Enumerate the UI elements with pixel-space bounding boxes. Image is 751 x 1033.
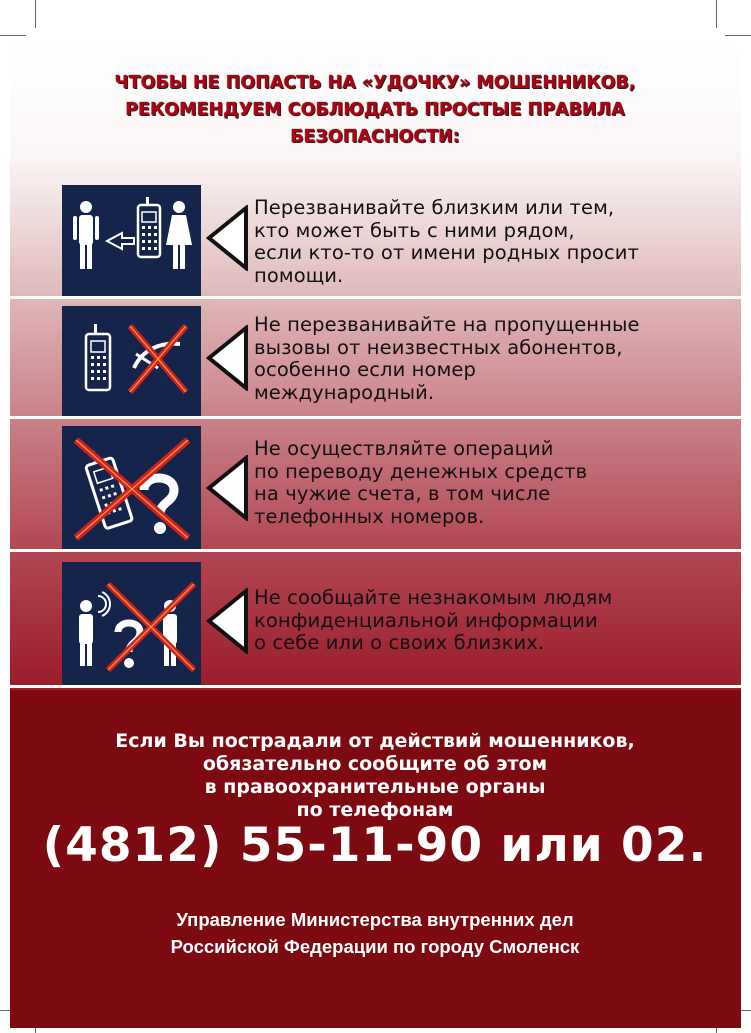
rule-line: Не осуществляйте операций bbox=[254, 437, 554, 460]
rule-line: конфиденциальной информации bbox=[254, 608, 598, 632]
rule-line: Перезванивайте близким или тем, bbox=[254, 196, 615, 219]
arrow-pointer-icon bbox=[205, 205, 249, 271]
organization-name bbox=[60, 906, 690, 960]
appeal-text bbox=[60, 730, 690, 822]
section-divider bbox=[10, 685, 741, 688]
rule-text bbox=[254, 438, 674, 528]
rule-line: о себе или о своих близких. bbox=[254, 631, 545, 654]
arrow-pointer-icon bbox=[205, 588, 249, 654]
rule-line: на чужие счета, в том числе bbox=[254, 482, 551, 505]
rule-line: телефонных номеров. bbox=[254, 504, 485, 528]
missed-call-crossed-icon bbox=[62, 306, 201, 416]
stranger-info-crossed-icon bbox=[62, 562, 201, 685]
arrow-pointer-icon bbox=[205, 455, 249, 521]
rule-line: помощи. bbox=[254, 263, 344, 287]
rule-line: кто может быть с ними рядом, bbox=[254, 218, 575, 242]
headline bbox=[60, 70, 690, 151]
section-divider bbox=[10, 549, 741, 552]
appeal-line: в правоохранительные органы bbox=[204, 776, 546, 798]
rule-line: Не сообщайте незнакомым людям bbox=[254, 586, 613, 609]
appeal-line: по телефонам bbox=[296, 799, 454, 821]
rule-line: вызовы от неизвестных абонентов, bbox=[254, 335, 623, 359]
crop-mark bbox=[35, 0, 36, 28]
headline-line: БЕЗОПАСНОСТИ: bbox=[290, 127, 460, 147]
rule-line: Не перезванивайте на пропущенные bbox=[254, 313, 640, 336]
organization-line: Российской Федерации по городу Смоленск bbox=[170, 936, 580, 957]
headline-line: ЧТОБЫ НЕ ПОПАСТЬ НА «УДОЧКУ» МОШЕННИКОВ, bbox=[114, 73, 636, 93]
money-transfer-crossed-icon bbox=[62, 426, 201, 549]
section-divider bbox=[10, 416, 741, 419]
call-relatives-icon bbox=[62, 185, 201, 296]
section-divider bbox=[10, 296, 741, 299]
rule-line: особенно если номер bbox=[254, 358, 476, 381]
rule-line: по переводу денежных средств bbox=[254, 459, 588, 483]
appeal-line: Если Вы пострадали от действий мошенников, bbox=[115, 730, 635, 752]
crop-mark bbox=[716, 0, 717, 28]
appeal-line: обязательно сообщите об этом bbox=[202, 753, 548, 775]
phone-number: (4812) 55-11-90 или 02. bbox=[42, 818, 708, 873]
organization-line: Управление Министерства внутренних дел bbox=[176, 909, 574, 930]
arrow-pointer-icon bbox=[205, 325, 249, 391]
rule-text bbox=[254, 197, 674, 287]
rule-text bbox=[254, 314, 674, 404]
headline-line: РЕКОМЕНДУЕМ СОБЛЮДАТЬ ПРОСТЫЕ ПРАВИЛА bbox=[125, 100, 625, 120]
rule-line: международный. bbox=[254, 380, 435, 404]
rule-text bbox=[254, 587, 674, 655]
rule-line: если кто-то от имени родных просит bbox=[254, 241, 640, 264]
